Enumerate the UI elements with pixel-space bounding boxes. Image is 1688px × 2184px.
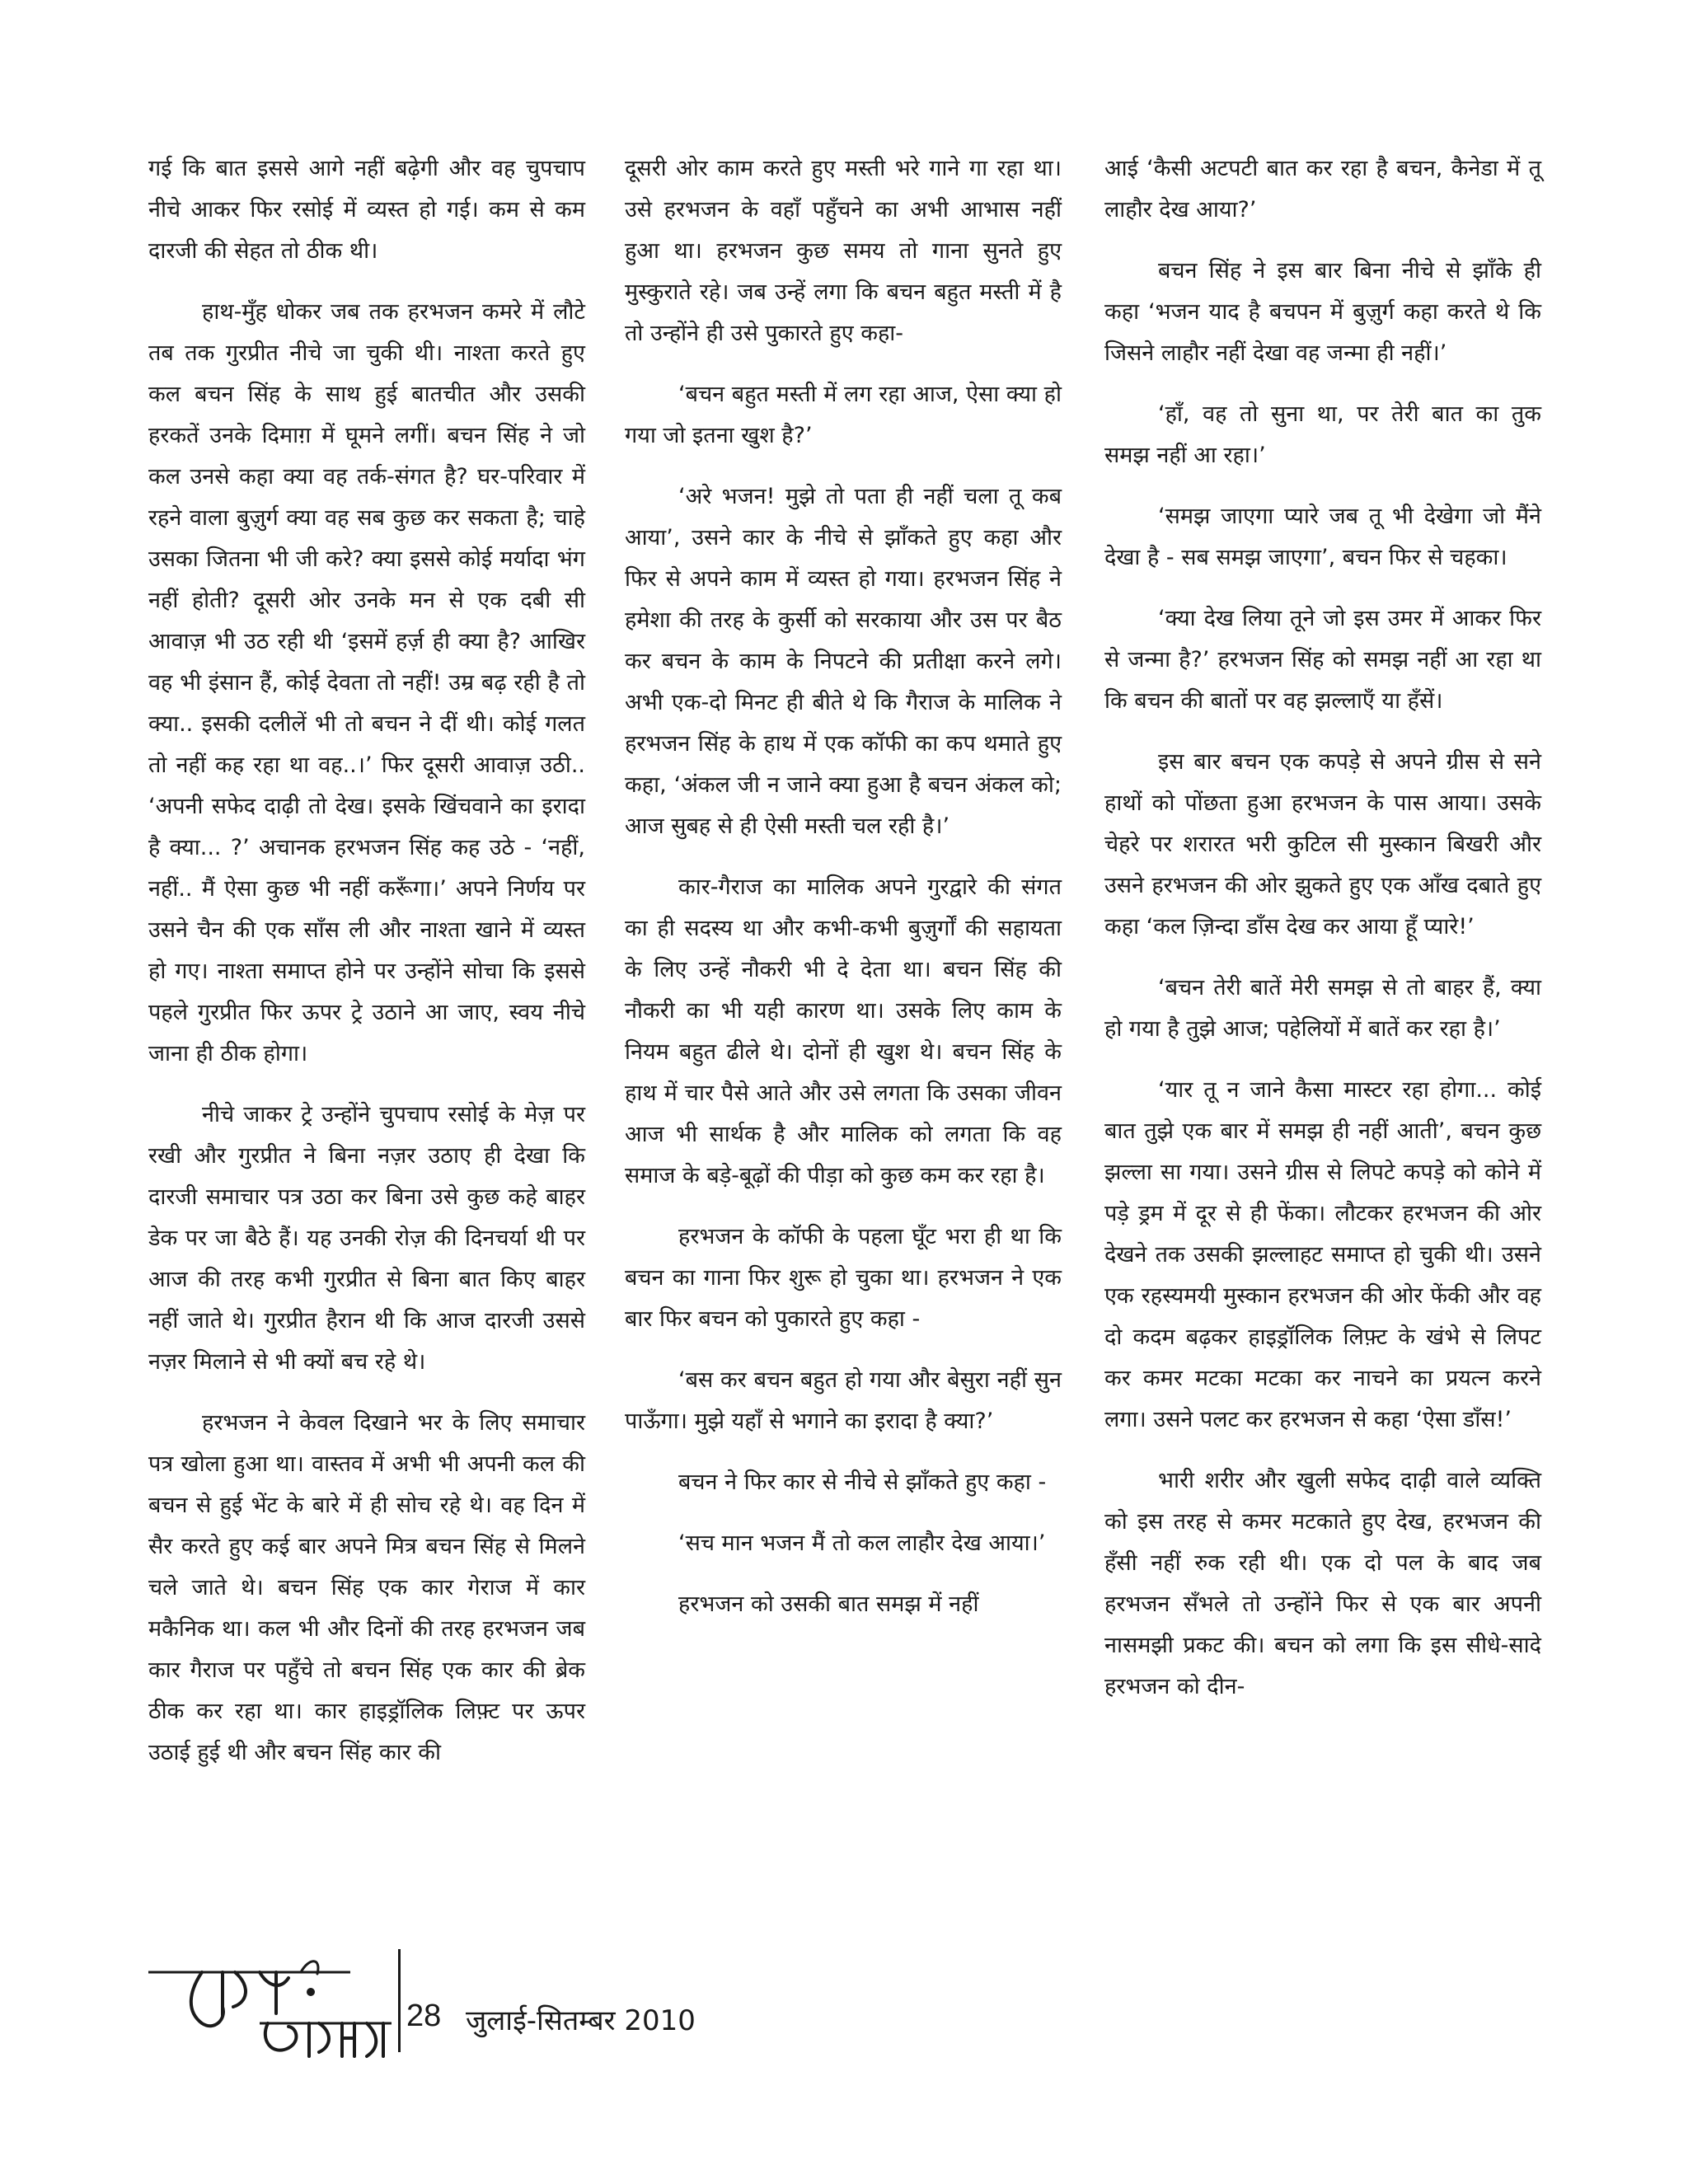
paragraph: बचन सिंह ने इस बार बिना नीचे से झाँके ही कहा ‘भजन याद है बचपन में बुज़ुर्ग कहा करते थे कि जिसने लाहौर नहीं देखा वह जन्मा ही नहीं।’ [1104, 258, 1541, 366]
page-footer [144, 1941, 721, 2064]
paragraph: ‘क्या देख लिया तूने जो इस उमर में आकर फिर से जन्मा है?’ हरभजन सिंह को समझ नहीं आ रहा था कि बचन की बातों पर वह झल्लाएँ या हँसें। [1104, 606, 1541, 714]
issue-date: जुलाई-सितम्बर 2010 [466, 2004, 696, 2037]
footer-divider [398, 1949, 401, 2052]
paragraph: ‘यार तू न जाने कैसा मास्टर रहा होगा... कोई बात तुझे एक बार में समझ ही नहीं आती’, बचन कुछ झल्ला सा गया। उसने ग्रीस से लिपटे कपड़े को कोने में पड़े ड्रम में दूर से ही फेंका। लौटकर हरभजन की ओर देखने तक उसकी झल्लाहट समाप्त हो चुकी थी। उसने एक रहस्यमयी मुस्कान हरभजन की ओर फेंकी और वह दो कदम बढ़कर हाइड्रॉलिक लिफ़्ट के खंभे से लिपट कर कमर मटका मटका कर नाचने का प्रयत्न करने लगा। उसने पलट कर हरभजन से कहा ‘ऐसा डाँस!’ [1104, 1077, 1541, 1432]
text-column-1 [148, 148, 585, 1793]
paragraph: बचन ने फिर कार से नीचे से झाँकते हुए कहा - [678, 1469, 1047, 1495]
paragraph: हरभजन ने केवल दिखाने भर के लिए समाचार पत्र खोला हुआ था। वास्तव में अभी भी अपनी कल की बचन से हुई भेंट के बारे में ही सोच रहे थे। वह दिन में सैर करते हुए कई बार अपने मित्र बचन सिंह से मिलने चले जाते थे। बचन सिंह एक कार गेराज में कार मकैनिक था। कल भी और दिनों की तरह हरभजन जब कार गैराज पर पहुँचे तो बचन सिंह एक कार की ब्रेक ठीक कर रहा था। कार हाइड्रॉलिक लिफ़्ट पर ऊपर उठाई हुई थी और बचन सिंह कार की [148, 1410, 585, 1765]
paragraph: गई कि बात इससे आगे नहीं बढ़ेगी और वह चुपचाप नीचे आकर फिर रसोई में व्यस्त हो गई। कम से कम दारजी की सेहत तो ठीक थी। [148, 156, 585, 264]
paragraph: ‘हाँ, वह तो सुना था, पर तेरी बात का तुक समझ नहीं आ रहा।’ [1104, 401, 1541, 468]
paragraph: ‘बचन तेरी बातें मेरी समझ से तो बाहर हैं, क्या हो गया है तुझे आज; पहेलियों में बातें कर रहा है।’ [1104, 975, 1541, 1042]
paragraph: ‘बचन बहुत मस्ती में लग रहा आज, ऐसा क्या हो गया जो इतना खुश है?’ [625, 382, 1062, 448]
text-column-3 [1104, 148, 1541, 1727]
paragraph: ‘सच मान भजन मैं तो कल लाहौर देख आया।’ [678, 1530, 1046, 1556]
paragraph: इस बार बचन एक कपड़े से अपने ग्रीस से सने हाथों को पोंछता हुआ हरभजन के पास आया। उसके चेहरे पर शरारत भरी कुटिल सी मुस्कान बिखरी और उसने हरभजन की ओर झुकते हुए एक आँख दबाते हुए कहा ‘कल ज़िन्दा डाँस देख कर आया हूँ प्यारे!’ [1104, 749, 1541, 940]
paragraph: ‘अरे भजन! मुझे तो पता ही नहीं चला तू कब आया’, उसने कार के नीचे से झाँकते हुए कहा और फिर से अपने काम में व्यस्त हो गया। हरभजन सिंह ने हमेशा की तरह के कुर्सी को सरकाया और उस पर बैठ कर बचन के काम के निपटने की प्रतीक्षा करने लगे। अभी एक-दो मिनट ही बीते थे कि गैराज के मालिक ने हरभजन सिंह के हाथ में एक कॉफी का कप थमाते हुए कहा, ‘अंकल जी न जाने क्या हुआ है बचन अंकल को; आज सुबह से ही ऐसी मस्ती चल रही है।’ [625, 484, 1062, 839]
paragraph: दूसरी ओर काम करते हुए मस्ती भरे गाने गा रहा था। उसे हरभजन के वहाँ पहुँचने का अभी आभास नहीं हुआ था। हरभजन कुछ समय तो गाना सुनते हुए मुस्कुराते रहे। जब उन्हें लगा कि बचन बहुत मस्ती में है तो उन्होंने ही उसे पुकारते हुए कहा- [625, 156, 1062, 346]
paragraph: ‘समझ जाएगा प्यारे जब तू भी देखेगा जो मैंने देखा है - सब समझ जाएगा’, बचन फिर से चहका। [1104, 504, 1541, 570]
page-number: 28 [406, 1999, 442, 2033]
paragraph: कार-गैराज का मालिक अपने गुरद्वारे की संगत का ही सदस्य था और कभी-कभी बुज़ुर्गों की सहायता के लिए उन्हें नौकरी भी दे देता था। बचन सिंह की नौकरी का भी यही कारण था। उसके लिए काम के नियम बहुत ढीले थे। दोनों ही खुश थे। बचन सिंह के हाथ में चार पैसे आते और उसे लगता कि उसका जीवन आज भी सार्थक है और मालिक को लगता कि वह समाज के बड़े-बूढ़ों की पीड़ा को कुछ कम कर रहा है। [625, 874, 1062, 1188]
magazine-logo [144, 1941, 392, 2064]
paragraph: ‘बस कर बचन बहुत हो गया और बेसुरा नहीं सुन पाऊँगा। मुझे यहाँ से भगाने का इरादा है क्या?’ [625, 1367, 1062, 1434]
paragraph: नीचे जाकर ट्रे उन्होंने चुपचाप रसोई के मेज़ पर रखी और गुरप्रीत ने बिना नज़र उठाए ही देखा कि दारजी समाचार पत्र उठा कर बिना उसे कुछ कहे बाहर डेक पर जा बैठे हैं। यह उनकी रोज़ की दिनचर्या थी पर आज की तरह कभी गुरप्रीत से बिना बात किए बाहर नहीं जाते थे। गुरप्रीत हैरान थी कि आज दारजी उससे नज़र मिलाने से भी क्यों बच रहे थे। [148, 1102, 585, 1375]
paragraph: हरभजन के कॉफी के पहला घूँट भरा ही था कि बचन का गाना फिर शुरू हो चुका था। हरभजन ने एक बार फिर बचन को पुकारते हुए कहा - [625, 1224, 1062, 1332]
paragraph: आई ‘कैसी अटपटी बात कर रहा है बचन, कैनेडा में तू लाहौर देख आया?’ [1104, 156, 1541, 223]
paragraph: हरभजन को उसकी बात समझ में नहीं [678, 1591, 979, 1617]
paragraph: भारी शरीर और खुली सफेद दाढ़ी वाले व्यक्ति को इस तरह से कमर मटकाते हुए देख, हरभजन की हँसी नहीं रुक रही थी। एक दो पल के बाद जब हरभजन सँभले तो उन्होंने फिर से एक बार अपनी नासमझी प्रकट की। बचन को लगा कि इस सीधे-सादे हरभजन को दीन- [1104, 1468, 1541, 1699]
paragraph: हाथ-मुँह धोकर जब तक हरभजन कमरे में लौटे तब तक गुरप्रीत नीचे जा चुकी थी। नाश्ता करते हुए कल बचन सिंह के साथ हुई बातचीत और उसकी हरकतें उनके दिमाग़ में घूमने लगीं। बचन सिंह ने जो कल उनसे कहा क्या वह तर्क-संगत है? घर-परिवार में रहने वाला बुज़ुर्ग क्या वह सब कुछ कर सकता है; चाहे उसका जितना भी जी करे? क्या इससे कोई मर्यादा भंग नहीं होती? दूसरी ओर उनके मन से एक दबी सी आवाज़ भी उठ रही थी ‘इसमें हर्ज़ ही क्या है? आखिर वह भी इंसान हैं, कोई देवता तो नहीं! उम्र बढ़ रही है तो क्या.. इसकी दलीलें भी तो बचन ने दीं थी। कोई गलत तो नहीं कह रहा था वह..।’ फिर दूसरी आवाज़ उठी.. ‘अपनी सफेद दाढ़ी तो देख। इसके खिंचवाने का इरादा है क्या... ?’ अचानक हरभजन सिंह कह उठे - ‘नहीं, नहीं.. मैं ऐसा कुछ भी नहीं करूँगा।’ अपने निर्णय पर उसने चैन की एक साँस ली और नाश्ता खाने में व्यस्त हो गए। नाश्ता समाप्त होने पर उन्होंने सोचा कि इससे पहले गुरप्रीत फिर ऊपर ट्रे उठाने आ जाए, स्वय नीचे जाना ही ठीक होगा। [148, 299, 585, 1066]
text-column-2 [625, 148, 1062, 1645]
